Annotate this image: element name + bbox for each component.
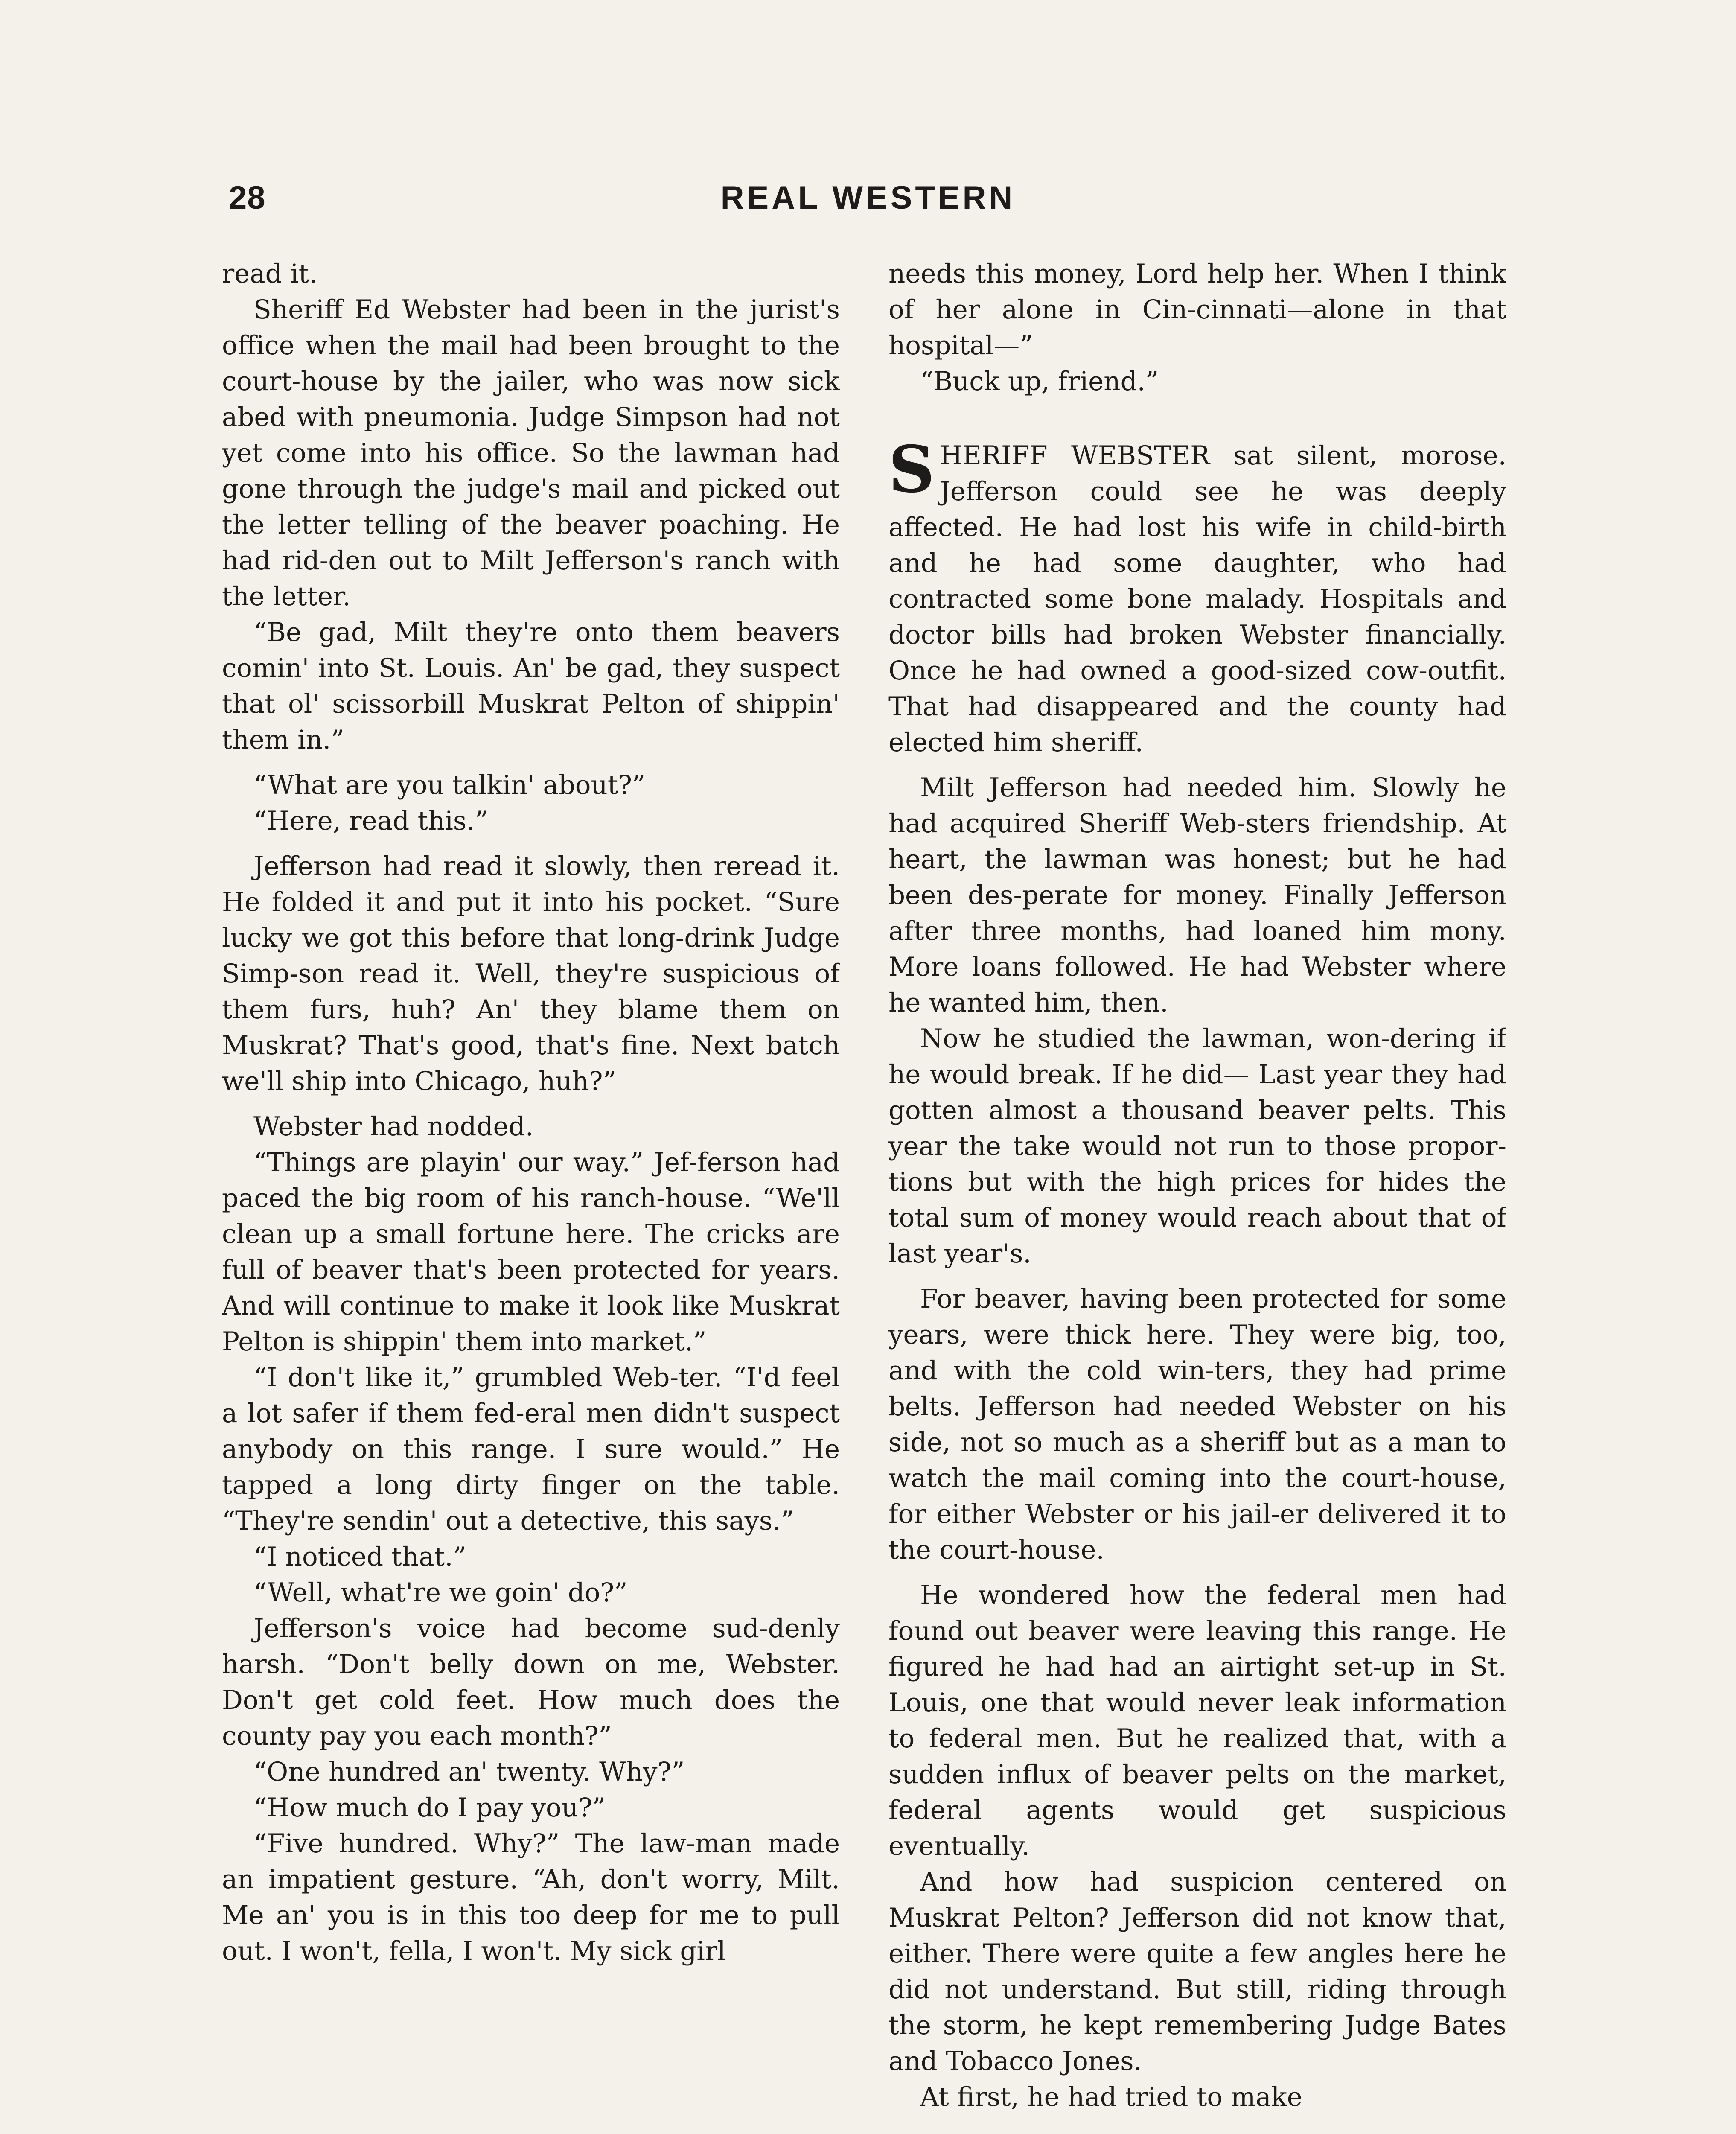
paragraph: “What are you talkin' about?” [253,770,646,800]
paragraph: Now he studied the lawman, won-dering if he would break. If he did— Last year they had gotten almost a thousand beaver pelts. This year the take would not run to those propor-tions but with the high prices for hides the total sum of money would reach about that of last year's. [888,1023,1506,1269]
paragraph: “Five hundred. Why?” The law-man made an impatient gesture. “Ah, don't worry, Milt. Me an' you is in this too deep for me to pull out. I won't, fella, I won't. My sick girl [222,1828,840,1966]
paragraph: “Here, read this.” [253,806,488,836]
section-opening-paragraph [888,432,1506,761]
paragraph: He wondered how the federal men had found out beaver were leaving this range. He figured he had had an airtight set-up in St. Louis, one that would never leak information to federal men. But he realized that, with a sudden influx of beaver pelts on the market, federal agents would get suspicious eventually. [888,1580,1506,1861]
drop-cap: S [888,432,935,507]
page-number: 28 [229,180,266,216]
paragraph: “Well, what're we goin' do?” [253,1577,628,1608]
paragraph: “Things are playin' our way.” Jef-ferson had paced the big room of his ranch-house. “We'll clean up a small fortune here. The cricks are full of beaver that's been protected for years. And will continue to make it look like Muskrat Pelton is shippin' them into market.” [222,1147,840,1357]
paragraph: Webster had nodded. [253,1111,534,1142]
left-column [222,256,840,2134]
paragraph: read it. [222,259,317,289]
paragraph: “How much do I pay you?” [253,1793,606,1823]
section-opening-text: HERIFF WEBSTER sat silent, morose. Jefferson could see he was deeply affected. He had lost his wife in child-birth and he had some daughter, who had contracted some bone malady. Hospitals and doctor bills had broken Webster financially. Once he had owned a good-sized cow-outfit. That had disappeared and the county had elected him sheriff. [888,440,1506,758]
running-head: REAL WESTERN [720,180,1016,216]
right-column [888,256,1506,2134]
paragraph: And how had suspicion centered on Muskrat Pelton? Jefferson did not know that, either. There were quite a few angles here he did not understand. But still, riding through the storm, he kept remembering Judge Bates and Tobacco Jones. [888,1867,1506,2076]
paragraph: needs this money, Lord help her. When I think of her alone in Cin-cinnati—alone in that hospital—” [888,259,1506,361]
paragraph: “Be gad, Milt they're onto them beavers comin' into St. Louis. An' be gad, they suspect that ol' scissorbill Muskrat Pelton of shippin' them in.” [222,617,840,755]
paragraph: Sheriff Ed Webster had been in the jurist's office when the mail had been brought to the court-house by the jailer, who was now sick abed with pneumonia. Judge Simpson had not yet come into his office. So the lawman had gone through the judge's mail and picked out the letter telling of the beaver poaching. He had rid-den out to Milt Jefferson's ranch with the letter. [222,294,840,612]
paragraph: “I noticed that.” [253,1542,466,1572]
paragraph: At first, he had tried to make [920,2082,1302,2112]
paragraph: “One hundred an' twenty. Why?” [253,1757,685,1787]
paragraph: “I don't like it,” grumbled Web-ter. “I'd feel a lot safer if them fed-eral men didn't suspect anybody on this range. I sure would.” He tapped a long dirty finger on the table. “They're sendin' out a detective, this says.” [222,1362,840,1536]
paragraph: Jefferson's voice had become sud-denly harsh. “Don't belly down on me, Webster. Don't get cold feet. How much does the county pay you each month?” [222,1613,840,1751]
paragraph: Milt Jefferson had needed him. Slowly he had acquired Sheriff Web-sters friendship. At heart, the lawman was honest; but he had been des-perate for money. Finally Jefferson after three months, had loaned him mony. More loans followed. He had Webster where he wanted him, then. [888,773,1506,1018]
paragraph: Jefferson had read it slowly, then reread it. He folded it and put it into his pocket. “Sure lucky we got this before that long-drink Judge Simp-son read it. Well, they're suspicious of them furs, huh? An' they blame them on Muskrat? That's good, that's fine. Next batch we'll ship into Chicago, huh?” [222,851,840,1096]
paragraph: “Buck up, friend.” [920,366,1159,396]
paragraph: For beaver, having been protected for some years, were thick here. They were big, too, and with the cold win-ters, they had prime belts. Jefferson had needed Webster on his side, not so much as a sheriff but as a man to watch the mail coming into the court-house, for either Webster or his jail-er delivered it to the court-house. [888,1284,1506,1565]
